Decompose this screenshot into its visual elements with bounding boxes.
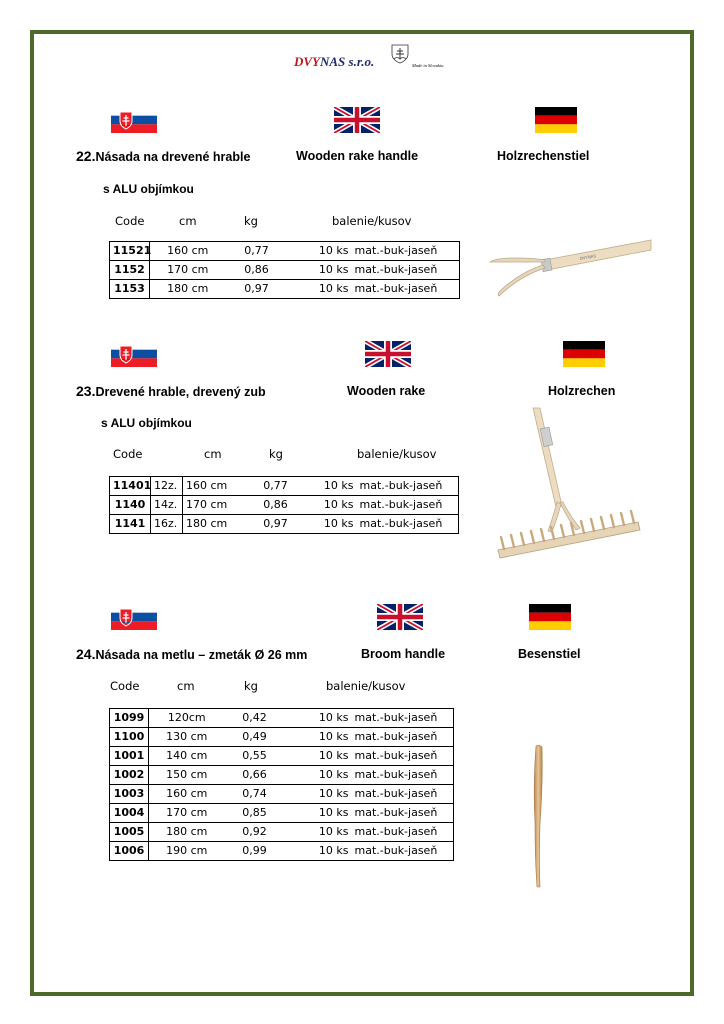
kg-cell: 0,97 <box>226 280 288 299</box>
table-row <box>110 842 454 861</box>
table-row <box>110 785 454 804</box>
table-row <box>110 261 460 280</box>
pack-cell: 10 ks <box>285 842 352 861</box>
code-cell: 1153 <box>110 280 150 299</box>
germany-flag-icon <box>535 107 577 133</box>
section-22-subtitle: s ALU objímkou <box>103 182 194 196</box>
section-24-table <box>109 708 454 861</box>
code-cell: 1002 <box>110 766 149 785</box>
cm-cell: 180 cm <box>149 823 225 842</box>
slovakia-flag-icon <box>111 341 157 367</box>
slovak-crest-icon <box>391 44 409 64</box>
code-cell: 1003 <box>110 785 149 804</box>
table-row <box>110 515 459 534</box>
material-cell: mat.-buk-jaseň <box>352 785 454 804</box>
table-row <box>110 766 454 785</box>
col-header-cm: cm <box>179 214 197 228</box>
cm-cell: 160 cm <box>167 244 209 257</box>
uk-flag-icon <box>365 341 411 367</box>
kg-cell: 0,92 <box>225 823 285 842</box>
kg-cell: 0,42 <box>242 711 267 724</box>
code-cell: 11401 <box>110 477 151 496</box>
cm-cell: 170 cm <box>149 804 225 823</box>
kg-cell: 0,97 <box>245 515 307 534</box>
material-cell: mat.-buk-jaseň <box>354 711 438 724</box>
material-cell: mat.-buk-jaseň <box>352 804 454 823</box>
section-24-title-en: Broom handle <box>361 647 446 661</box>
material-cell: mat.-buk-jaseň <box>359 479 443 492</box>
wooden-rake-image <box>490 406 645 566</box>
code-cell: 1152 <box>110 261 150 280</box>
material-cell: mat.-buk-jaseň <box>354 244 438 257</box>
cm-cell: 140 cm <box>149 747 225 766</box>
broom-handle-image <box>527 744 551 890</box>
cm-cell: 180 cm <box>150 280 226 299</box>
code-cell: 1099 <box>110 709 149 728</box>
col-header-cm: cm <box>177 679 195 693</box>
col-header-kg: kg <box>244 679 258 693</box>
kg-cell: 0,86 <box>245 496 307 515</box>
col-header-kg: kg <box>269 447 283 461</box>
slovakia-flag-icon <box>111 604 157 630</box>
pack-cell: 10 ks <box>288 280 352 299</box>
section-23-title-sk: 23.Drevené hrable, drevený zub <box>76 383 266 399</box>
material-cell: mat.-buk-jaseň <box>352 842 454 861</box>
code-cell: 1001 <box>110 747 149 766</box>
teeth-cell: 16z. <box>151 515 183 534</box>
pack-cell: 10 ks <box>307 515 357 534</box>
pack-cell: 10 ks <box>285 747 352 766</box>
kg-cell: 0,99 <box>225 842 285 861</box>
kg-cell: 0,86 <box>226 261 288 280</box>
col-header-cm: cm <box>204 447 222 461</box>
code-cell: 11521 <box>110 242 150 261</box>
section-24-title-sk: 24.Násada na metlu – zmeták Ø 26 mm <box>76 646 308 662</box>
material-cell: mat.-buk-jaseň <box>352 261 460 280</box>
section-22-title-sk: 22.Násada na drevené hrable <box>76 148 251 164</box>
pack-cell: 10 ks <box>285 804 352 823</box>
table-row <box>110 709 454 728</box>
material-cell: mat.-buk-jaseň <box>352 728 454 747</box>
cm-cell: 170 cm <box>183 496 245 515</box>
cm-cell: 150 cm <box>149 766 225 785</box>
material-cell: mat.-buk-jaseň <box>352 766 454 785</box>
table-row <box>110 477 459 496</box>
section-22-title-de: Holzrechenstiel <box>497 149 590 163</box>
germany-flag-icon <box>529 604 571 630</box>
col-header-code: Code <box>110 679 140 693</box>
kg-cell: 0,85 <box>225 804 285 823</box>
material-cell: mat.-buk-jaseň <box>352 747 454 766</box>
pack-cell: 10 ks <box>285 728 352 747</box>
pack-cell: 10 ks <box>285 766 352 785</box>
pack-cell: 10 ks <box>318 711 349 724</box>
section-24-title-de: Besenstiel <box>518 647 581 661</box>
kg-cell: 0,55 <box>225 747 285 766</box>
germany-flag-icon <box>563 341 605 367</box>
col-header-code: Code <box>113 447 143 461</box>
table-row <box>110 804 454 823</box>
table-row <box>110 242 460 261</box>
code-cell: 1005 <box>110 823 149 842</box>
section-23-title-de: Holzrechen <box>548 384 616 398</box>
kg-cell: 0,49 <box>225 728 285 747</box>
table-row <box>110 496 459 515</box>
section-23-title-en: Wooden rake <box>347 384 426 398</box>
cm-cell: 120cm <box>167 711 206 724</box>
table-row <box>110 280 460 299</box>
cm-cell: 170 cm <box>150 261 226 280</box>
code-cell: 1141 <box>110 515 151 534</box>
kg-cell: 0,74 <box>225 785 285 804</box>
code-cell: 1004 <box>110 804 149 823</box>
svg-text:DVYNAS: DVYNAS <box>579 253 597 261</box>
col-header-pack: balenie/kusov <box>357 447 437 461</box>
pack-cell: 10 ks <box>285 785 352 804</box>
teeth-cell: 14z. <box>151 496 183 515</box>
code-cell: 1140 <box>110 496 151 515</box>
table-row <box>110 823 454 842</box>
material-cell: mat.-buk-jaseň <box>357 496 459 515</box>
table-row <box>110 728 454 747</box>
pack-cell: 10 ks <box>307 496 357 515</box>
code-cell: 1100 <box>110 728 149 747</box>
brand-name: DVYNAS s.r.o. <box>294 54 375 69</box>
cm-cell: 160 cm <box>186 479 228 492</box>
teeth-cell: 12z. <box>151 477 183 496</box>
table-row <box>110 747 454 766</box>
uk-flag-icon <box>334 107 380 133</box>
kg-cell: 0,77 <box>263 479 288 492</box>
pack-cell: 10 ks <box>323 479 354 492</box>
col-header-pack: balenie/kusov <box>326 679 406 693</box>
made-in-slovakia: Made in Slovakia <box>412 63 444 68</box>
cm-cell: 130 cm <box>149 728 225 747</box>
col-header-pack: balenie/kusov <box>332 214 412 228</box>
material-cell: mat.-buk-jaseň <box>352 823 454 842</box>
cm-cell: 180 cm <box>183 515 245 534</box>
slovakia-flag-icon <box>111 107 157 133</box>
code-cell: 1006 <box>110 842 149 861</box>
pack-cell: 10 ks <box>288 261 352 280</box>
pack-cell: 10 ks <box>318 244 349 257</box>
material-cell: mat.-buk-jaseň <box>352 280 460 299</box>
section-22-table <box>109 241 460 299</box>
col-header-kg: kg <box>244 214 258 228</box>
section-23-subtitle: s ALU objímkou <box>101 416 192 430</box>
rake-handle-image <box>485 232 655 302</box>
cm-cell: 160 cm <box>149 785 225 804</box>
kg-cell: 0,66 <box>225 766 285 785</box>
kg-cell: 0,77 <box>244 244 269 257</box>
cm-cell: 190 cm <box>149 842 225 861</box>
section-22-title-en: Wooden rake handle <box>296 149 419 163</box>
section-23-table <box>109 476 459 534</box>
material-cell: mat.-buk-jaseň <box>357 515 459 534</box>
uk-flag-icon <box>377 604 423 630</box>
col-header-code: Code <box>115 214 145 228</box>
pack-cell: 10 ks <box>285 823 352 842</box>
